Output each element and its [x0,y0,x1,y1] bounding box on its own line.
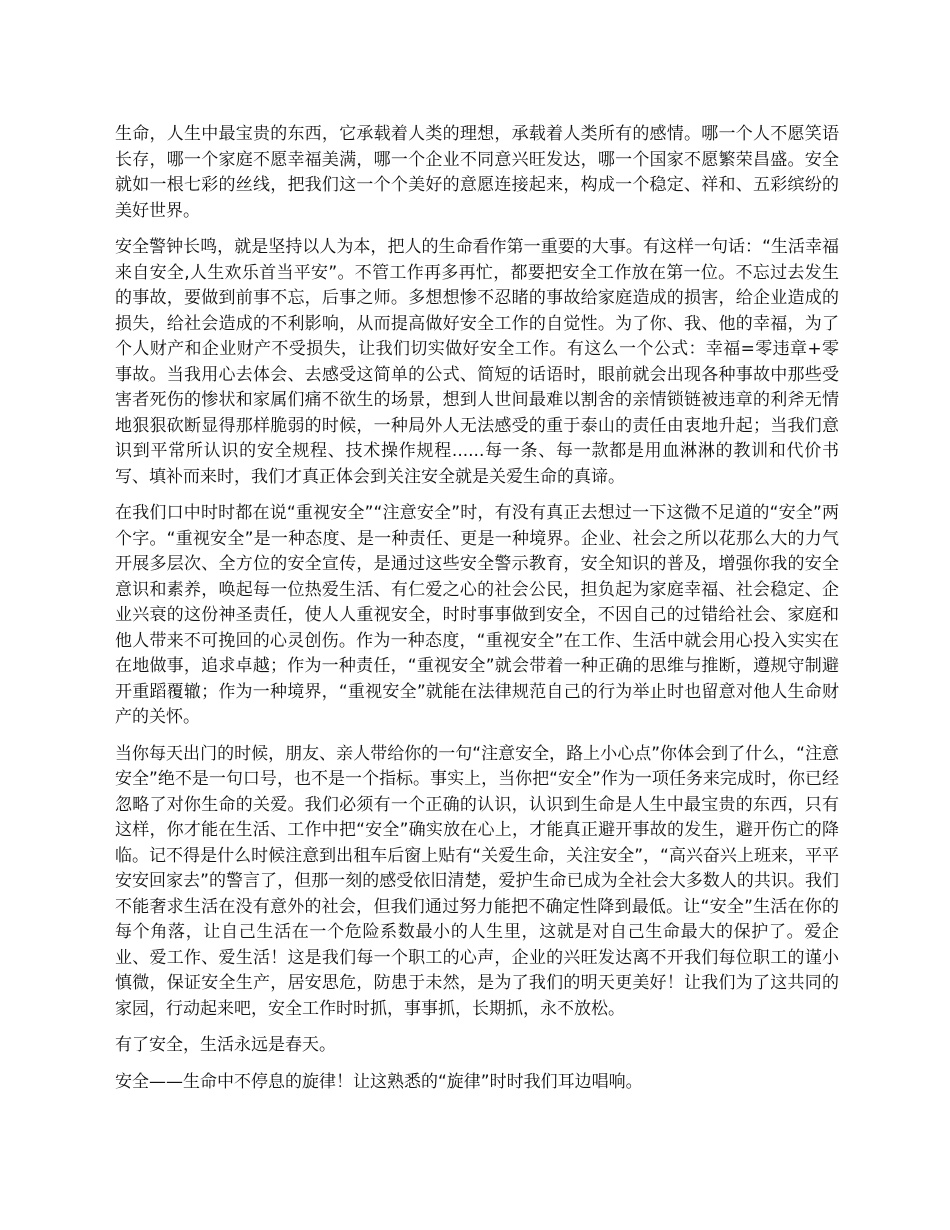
paragraph-5: 有了安全，生活永远是春天。 [115,1035,336,1055]
paragraph-1: 生命，人生中最宝贵的东西，它承载着人类的理想，承载着人类所有的感情。哪一个人不愿笑语长存，哪一个家庭不愿幸福美满，哪一个企业不同意兴旺发达，哪一个国家不愿繁荣昌盛。安全就如一根七彩的丝线，把我们这一个个美好的意愿连接起来，构成一个稳定、祥和、五彩缤纷的美好世界。 [115,124,839,221]
paragraph-3: 在我们口中时时都在说“重视安全”“注意安全”时，有没有真正去想过一下这微不足道的“安全”两个字。“重视安全”是一种态度、是一种责任、更是一种境界。企业、社会之所以花那么大的力气开展多层次、全方位的安全宣传，是通过这些安全警示教育，安全知识的普及，增强你我的安全意识和素养，唤起每一位热爱生活、有仁爱之心的社会公民，担负起为家庭幸福、社会稳定、企业兴衰的这份神圣责任，使人人重视安全，时时事事做到安全，不因自己的过错给社会、家庭和他人带来不可挽回的心灵创伤。作为一种态度，“重视安全”在工作、生活中就会用心投入实实在在地做事，追求卓越；作为一种责任，“重视安全”就会带着一种正确的思维与推断，遵规守制避开重蹈覆辙；作为一种境界，“重视安全”就能在法律规范自己的行为举止时也留意对他人生命财产的关怀。 [115,503,839,727]
document-body [115,122,839,1106]
paragraph-4: 当你每天出门的时候，朋友、亲人带给你的一句“注意安全，路上小心点”你体会到了什么，“注意安全”绝不是一句口号，也不是一个指标。事实上，当你把“安全”作为一项任务来完成时，你已经忽略了对你生命的关爱。我们必须有一个正确的认识，认识到生命是人生中最宝贵的东西，只有这样，你才能在生活、工作中把“安全”确实放在心上，才能真正避开事故的发生，避开伤亡的降临。记不得是什么时候注意到出租车后窗上贴有“关爱生命，关注安全”，“高兴奋兴上班来，平平安安回家去”的警言了，但那一刻的感受依旧清楚，爱护生命已成为全社会大多数人的共识。我们不能奢求生活在没有意外的社会，但我们通过努力能把不确定性降到最低。让“安全”生活在你的每个角落，让自己生活在一个危险系数最小的人生里，这就是对自己生命最大的保护了。爱企业、爱工作、爱生活！这是我们每一个职工的心声，企业的兴旺发达离不开我们每位职工的谨小慎微，保证安全生产，居安思危，防患于未然，是为了我们的明天更美好！让我们为了这共同的家园，行动起来吧，安全工作时时抓，事事抓，长期抓，永不放松。 [115,743,839,1019]
paragraph-2: 安全警钟长鸣，就是坚持以人为本，把人的生命看作第一重要的大事。有这样一句话：“生活幸福来自安全,人生欢乐首当平安”。不管工作再多再忙，都要把安全工作放在第一位。不忘过去发生的事故，要做到前事不忘，后事之师。多想想惨不忍睹的事故给家庭造成的损害，给企业造成的损失，给社会造成的不利影响，从而提高做好安全工作的自觉性。为了你、我、他的幸福，为了个人财产和企业财产不受损失，让我们切实做好安全工作。有这么一个公式：幸福=零违章+零事故。当我用心去体会、去感受这简单的公式、简短的话语时，眼前就会出现各种事故中那些受害者死伤的惨状和家属们痛不欲生的场景，想到人世间最难以割舍的亲情锁链被违章的利斧无情地狠狠砍断显得那样脆弱的时候，一种局外人无法感受的重于泰山的责任由衷地升起；当我们意识到平常所认识的安全规程、技术操作规程......每一条、每一款都是用血淋淋的教训和代价书写、填补而来时，我们才真正体会到关注安全就是关爱生命的真谛。 [115,237,839,487]
paragraph-6: 安全——生命中不停息的旋律！让这熟悉的“旋律”时时我们耳边唱响。 [115,1071,643,1092]
